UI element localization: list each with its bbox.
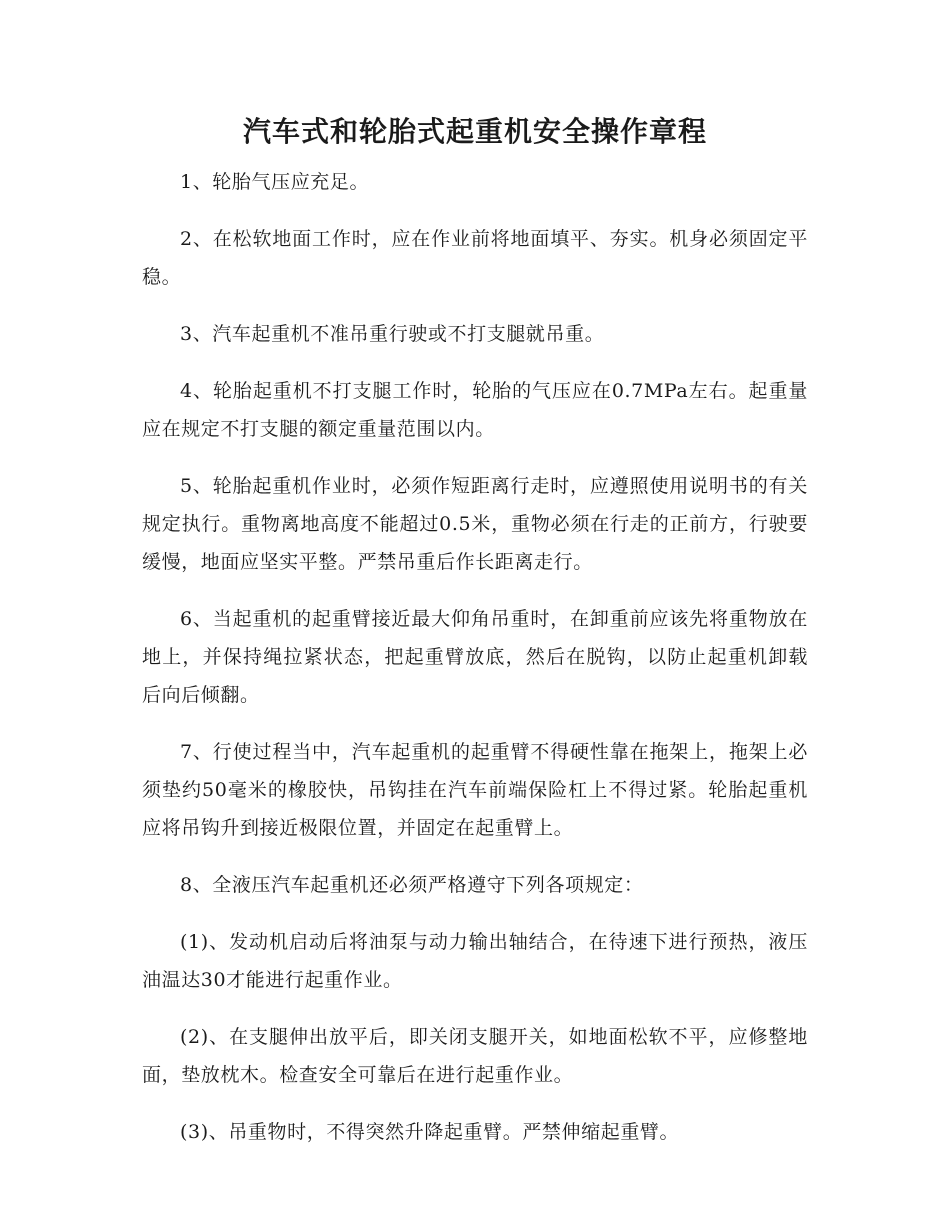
- paragraph-8-1: (1)、发动机启动后将油泵与动力输出轴结合，在待速下进行预热，液压油温达30才能进行起重作业。: [142, 931, 808, 991]
- paragraph-5: 5、轮胎起重机作业时，必须作短距离行走时，应遵照使用说明书的有关规定执行。重物离地高度不能超过0.5米，重物必须在行走的正前方，行驶要缓慢，地面应坚实平整。严禁吊重后作长距离走行。: [142, 475, 808, 573]
- paragraph-7: 7、行使过程当中，汽车起重机的起重臂不得硬性靠在拖架上，拖架上必须垫约50毫米的橡胶快，吊钩挂在汽车前端保险杠上不得过紧。轮胎起重机应将吊钩升到接近极限位置，并固定在起重臂上。: [142, 741, 808, 839]
- document-title: 汽车式和轮胎式起重机安全操作章程: [242, 115, 707, 148]
- paragraph-3: 3、汽车起重机不准吊重行驶或不打支腿就吊重。: [180, 323, 605, 345]
- paragraph-4: 4、轮胎起重机不打支腿工作时，轮胎的气压应在0.7MPa左右。起重量应在规定不打支腿的额定重量范围以内。: [142, 380, 808, 440]
- paragraph-2: 2、在松软地面工作时，应在作业前将地面填平、夯实。机身必须固定平稳。: [142, 228, 808, 288]
- paragraph-6: 6、当起重机的起重臂接近最大仰角吊重时，在卸重前应该先将重物放在地上，并保持绳拉紧状态，把起重臂放底，然后在脱钩，以防止起重机卸载后向后倾翻。: [142, 608, 808, 706]
- paragraph-8-3: (3)、吊重物时，不得突然升降起重臂。严禁伸缩起重臂。: [180, 1121, 680, 1143]
- paragraph-8-2: (2)、在支腿伸出放平后，即关闭支腿开关，如地面松软不平，应修整地面，垫放枕木。检查安全可靠后在进行起重作业。: [142, 1026, 808, 1086]
- paragraph-1: 1、轮胎气压应充足。: [180, 171, 370, 193]
- document-body: [142, 163, 808, 1170]
- paragraph-8: 8、全液压汽车起重机还必须严格遵守下列各项规定：: [180, 874, 644, 896]
